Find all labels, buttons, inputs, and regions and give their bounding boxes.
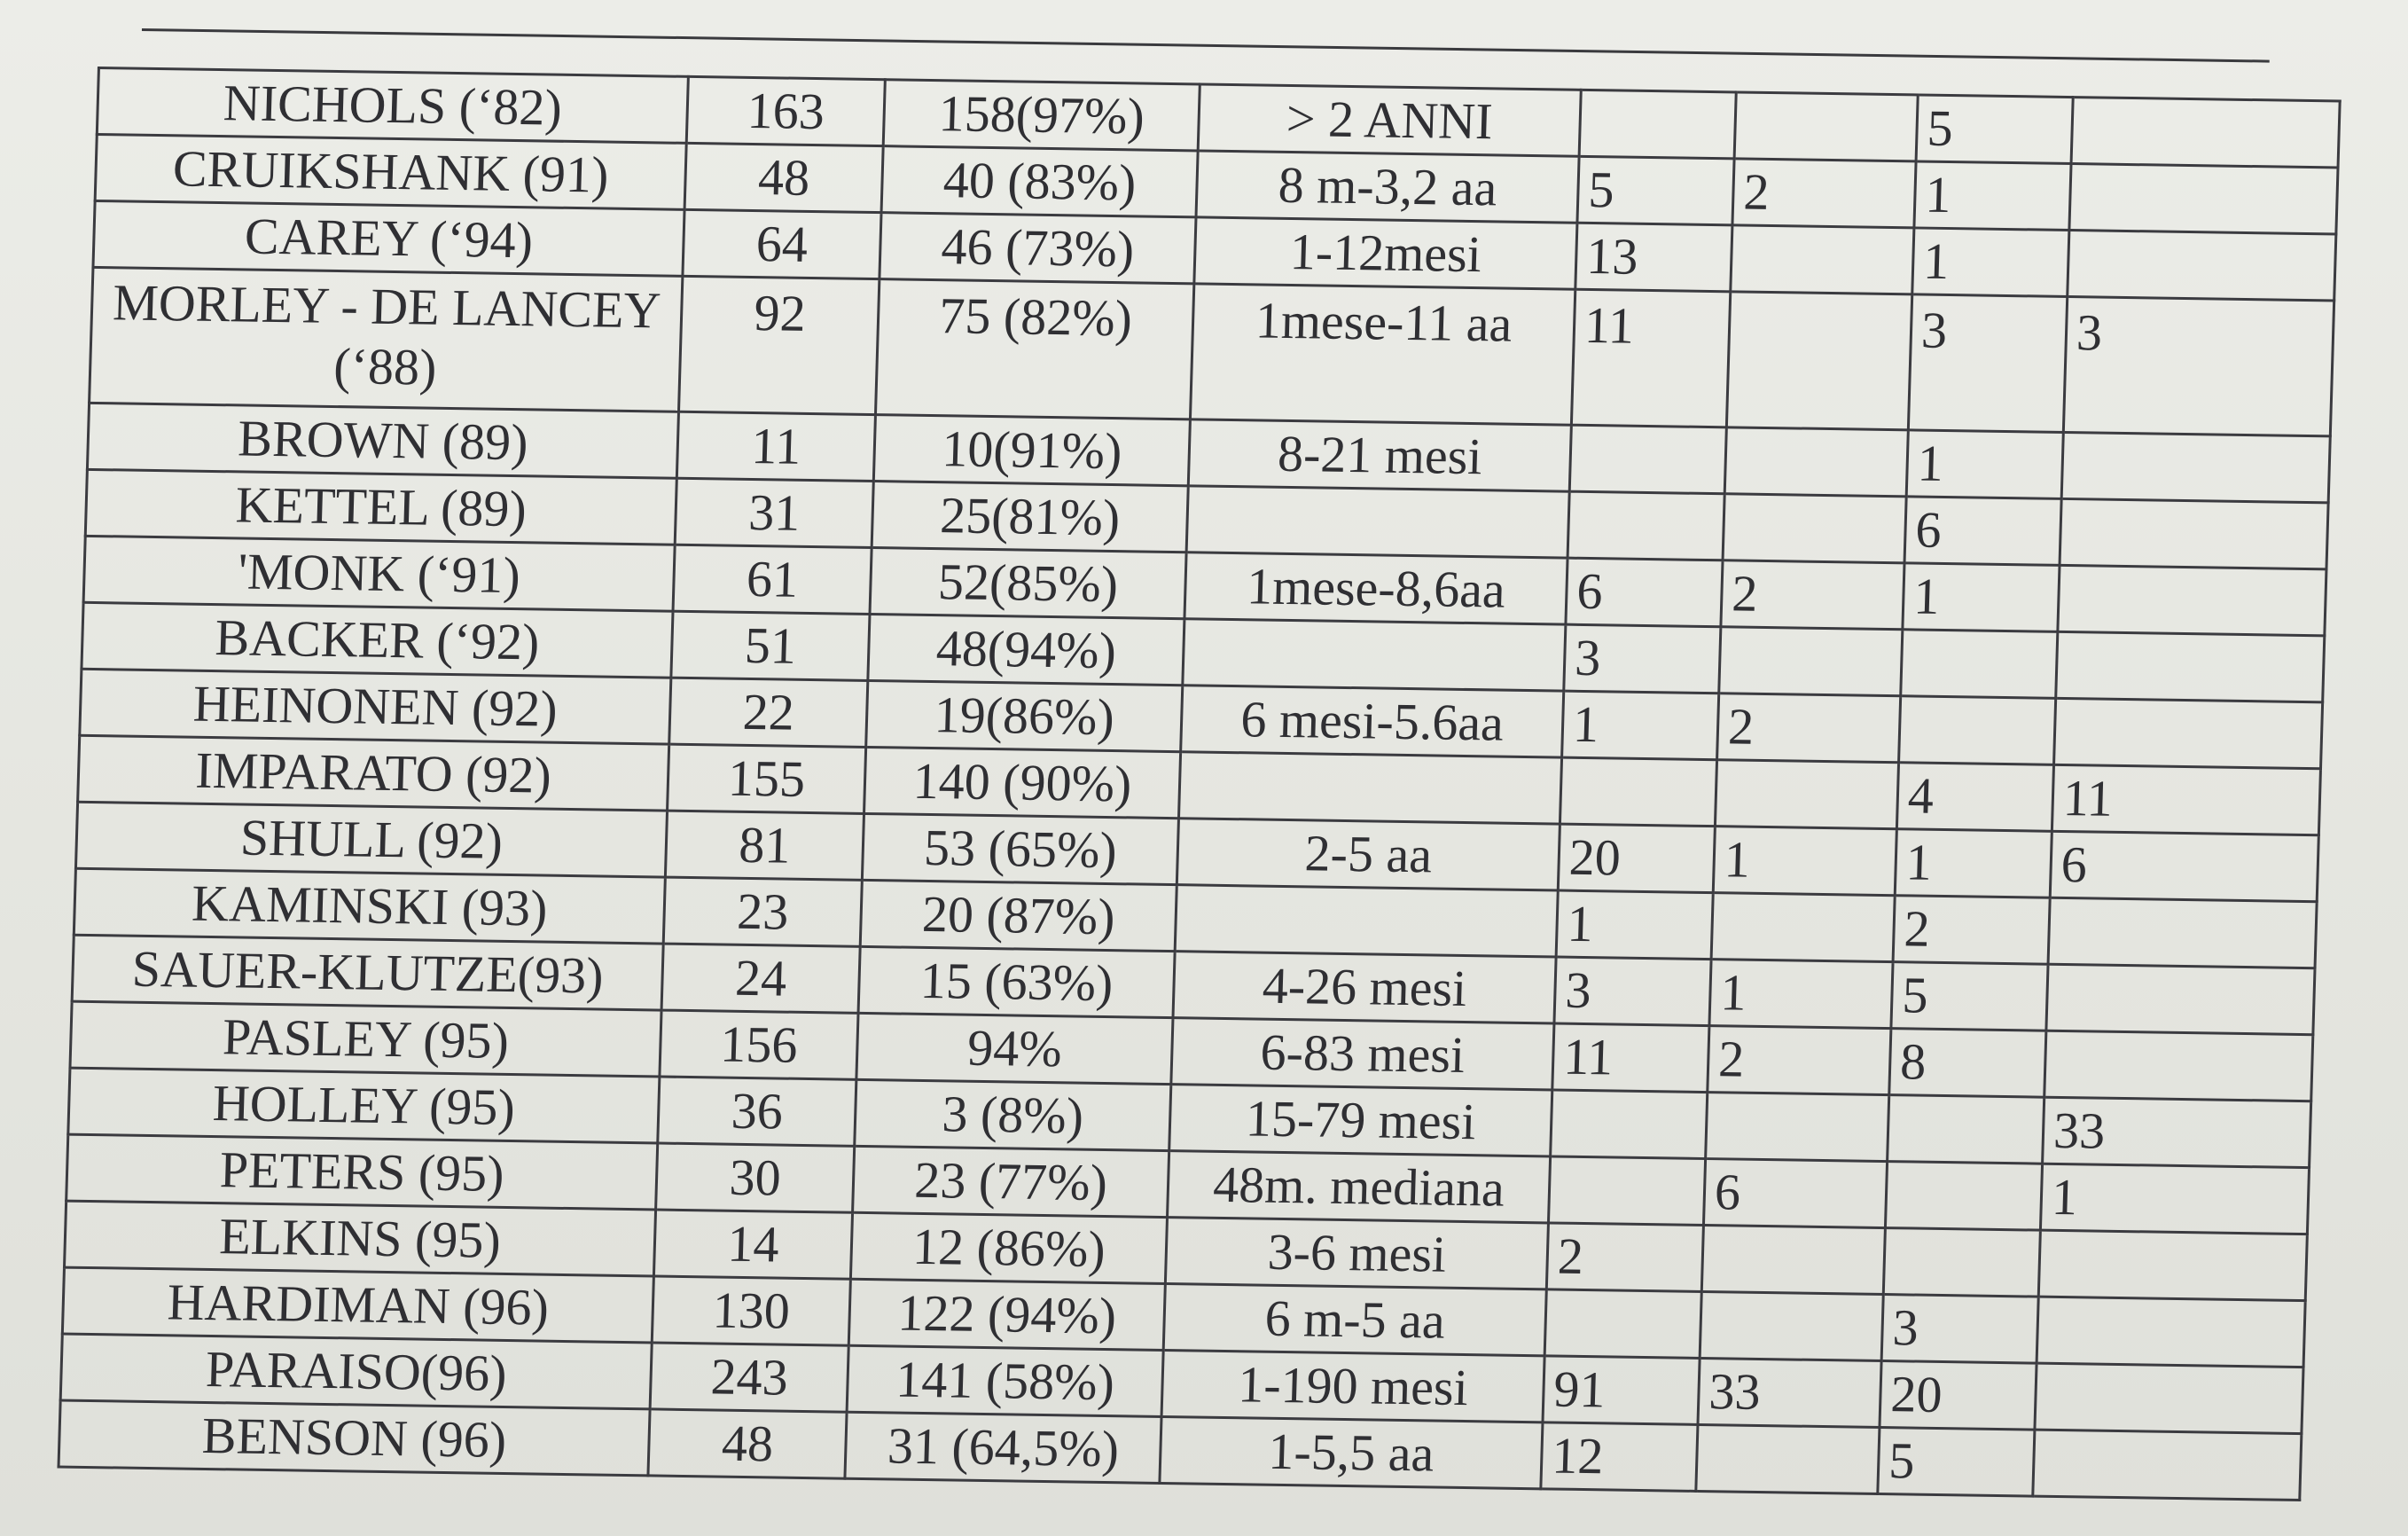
table-body bbox=[59, 68, 2340, 1501]
follow-up-duration-cell bbox=[1175, 885, 1558, 957]
success-percent-cell: 140 (90%) bbox=[864, 747, 1181, 818]
top-rule-line bbox=[142, 28, 2270, 63]
column-8-cell: 11 bbox=[2052, 764, 2320, 835]
patients-count-cell: 156 bbox=[660, 1010, 858, 1079]
column-8-cell bbox=[2048, 897, 2317, 968]
column-7-cell: 1 bbox=[1906, 430, 2063, 499]
column-8-cell: 1 bbox=[2040, 1164, 2309, 1234]
follow-up-duration-cell: 1-12mesi bbox=[1194, 217, 1577, 289]
column-7-cell bbox=[1888, 1095, 2044, 1164]
success-percent-cell: 52(85%) bbox=[870, 548, 1186, 619]
success-percent-cell: 53 (65%) bbox=[862, 813, 1178, 884]
patients-count-cell: 30 bbox=[656, 1143, 855, 1212]
column-8-cell bbox=[2037, 1297, 2305, 1367]
column-8-cell bbox=[2038, 1230, 2307, 1300]
column-6-cell: 2 bbox=[1708, 1026, 1891, 1095]
study-name-cell: HARDIMAN (96) bbox=[62, 1267, 653, 1343]
column-7-cell: 5 bbox=[1916, 95, 2073, 164]
success-percent-cell: 12 (86%) bbox=[850, 1212, 1167, 1283]
column-8-cell bbox=[2058, 565, 2326, 635]
patients-count-cell: 48 bbox=[648, 1409, 847, 1478]
column-6-cell: 2 bbox=[1717, 694, 1901, 763]
column-6-cell bbox=[1711, 893, 1895, 962]
column-6-cell: 1 bbox=[1713, 827, 1896, 896]
column-6-cell bbox=[1724, 427, 1908, 497]
column-6-cell bbox=[1726, 292, 1912, 430]
column-7-cell bbox=[1901, 630, 2058, 699]
column-5-cell: 1 bbox=[1556, 890, 1713, 960]
patients-count-cell: 81 bbox=[665, 811, 864, 880]
column-7-cell: 2 bbox=[1893, 896, 2050, 965]
column-5-cell bbox=[1579, 90, 1736, 159]
success-percent-cell: 94% bbox=[856, 1013, 1173, 1084]
success-percent-cell: 75 (82%) bbox=[875, 279, 1193, 419]
column-7-cell: 1 bbox=[1914, 161, 2071, 231]
column-8-cell bbox=[2056, 631, 2325, 701]
column-5-cell: 1 bbox=[1562, 691, 1719, 760]
column-7-cell: 1 bbox=[1912, 228, 2069, 297]
patients-count-cell: 23 bbox=[663, 877, 862, 946]
follow-up-duration-cell: 15-79 mesi bbox=[1169, 1085, 1552, 1156]
column-5-cell bbox=[1560, 757, 1716, 827]
column-7-cell: 3 bbox=[1881, 1295, 2038, 1364]
column-8-cell bbox=[2046, 964, 2315, 1034]
study-name-cell: SAUER-KLUTZE(93) bbox=[72, 935, 663, 1010]
column-5-cell: 6 bbox=[1566, 558, 1723, 627]
follow-up-duration-cell: 3-6 mesi bbox=[1165, 1218, 1548, 1289]
follow-up-duration-cell bbox=[1186, 486, 1569, 558]
column-8-cell bbox=[2068, 231, 2336, 301]
study-results-table bbox=[57, 67, 2341, 1501]
patients-count-cell: 61 bbox=[673, 545, 872, 614]
column-6-cell bbox=[1706, 1093, 1889, 1162]
success-percent-cell: 46 (73%) bbox=[880, 213, 1196, 284]
study-name-cell: PETERS (95) bbox=[66, 1134, 658, 1210]
success-percent-cell: 20 (87%) bbox=[860, 880, 1177, 951]
column-6-cell: 2 bbox=[1721, 560, 1904, 630]
column-7-cell: 4 bbox=[1896, 763, 2053, 832]
study-name-cell: 'MONK (‘91) bbox=[83, 536, 675, 611]
column-7-cell: 6 bbox=[1904, 497, 2061, 566]
follow-up-duration-cell: 48m. mediana bbox=[1168, 1151, 1551, 1223]
column-7-cell: 3 bbox=[1908, 294, 2067, 433]
column-5-cell: 20 bbox=[1558, 824, 1715, 893]
column-8-cell bbox=[2035, 1363, 2303, 1433]
column-5-cell: 3 bbox=[1564, 624, 1721, 694]
column-8-cell bbox=[2054, 698, 2323, 768]
column-5-cell bbox=[1569, 425, 1726, 494]
study-name-cell: HEINONEN (92) bbox=[80, 669, 671, 744]
study-table-container bbox=[57, 67, 2341, 1501]
column-7-cell: 5 bbox=[1878, 1427, 2035, 1496]
success-percent-cell: 122 (94%) bbox=[848, 1279, 1165, 1350]
follow-up-duration-cell: 2-5 aa bbox=[1177, 819, 1560, 890]
success-percent-cell: 3 (8%) bbox=[855, 1079, 1171, 1150]
study-name-cell: BENSON (96) bbox=[59, 1400, 650, 1476]
study-name-cell: KETTEL (89) bbox=[85, 469, 676, 545]
patients-count-cell: 24 bbox=[661, 944, 860, 1013]
success-percent-cell: 40 (83%) bbox=[881, 146, 1198, 217]
column-7-cell: 1 bbox=[1895, 829, 2052, 898]
column-6-cell: 33 bbox=[1698, 1358, 1881, 1427]
study-name-cell: PASLEY (95) bbox=[70, 1001, 661, 1077]
study-name-cell: CAREY (‘94) bbox=[93, 200, 684, 276]
column-8-cell bbox=[2033, 1430, 2302, 1500]
column-7-cell bbox=[1883, 1228, 2040, 1297]
column-8-cell: 33 bbox=[2043, 1097, 2311, 1167]
patients-count-cell: 51 bbox=[671, 611, 870, 680]
column-6-cell bbox=[1734, 92, 1918, 161]
column-7-cell: 5 bbox=[1891, 962, 2048, 1031]
column-6-cell: 1 bbox=[1709, 960, 1893, 1029]
column-5-cell bbox=[1568, 491, 1724, 560]
patients-count-cell: 163 bbox=[686, 76, 885, 145]
success-percent-cell: 19(86%) bbox=[866, 680, 1183, 751]
study-name-cell: KAMINSKI (93) bbox=[74, 868, 665, 944]
column-8-cell bbox=[2069, 164, 2338, 234]
success-percent-cell: 158(97%) bbox=[883, 80, 1200, 151]
column-6-cell bbox=[1731, 225, 1914, 294]
patients-count-cell: 92 bbox=[678, 276, 879, 414]
column-6-cell bbox=[1719, 627, 1903, 696]
column-5-cell: 2 bbox=[1546, 1223, 1703, 1292]
column-5-cell: 11 bbox=[1552, 1023, 1709, 1093]
column-8-cell bbox=[2071, 98, 2340, 168]
follow-up-duration-cell bbox=[1178, 752, 1561, 824]
column-5-cell bbox=[1551, 1090, 1708, 1159]
success-percent-cell: 25(81%) bbox=[872, 482, 1188, 552]
column-7-cell: 1 bbox=[1903, 563, 2060, 632]
success-percent-cell: 31 (64,5%) bbox=[845, 1412, 1161, 1483]
follow-up-duration-cell: 8 m-3,2 aa bbox=[1196, 151, 1579, 223]
column-5-cell: 91 bbox=[1543, 1356, 1700, 1425]
patients-count-cell: 243 bbox=[650, 1343, 848, 1412]
column-8-cell: 3 bbox=[2063, 296, 2334, 435]
success-percent-cell: 48(94%) bbox=[868, 614, 1184, 685]
column-6-cell bbox=[1715, 760, 1898, 829]
success-percent-cell: 23 (77%) bbox=[853, 1146, 1169, 1217]
column-8-cell bbox=[2060, 498, 2328, 568]
study-name-cell: PARAISO(96) bbox=[60, 1334, 652, 1409]
patients-count-cell: 31 bbox=[675, 478, 873, 547]
patients-count-cell: 64 bbox=[683, 209, 881, 278]
column-5-cell: 12 bbox=[1541, 1422, 1698, 1492]
follow-up-duration-cell: 6-83 mesi bbox=[1171, 1018, 1554, 1090]
column-5-cell: 3 bbox=[1554, 957, 1711, 1026]
follow-up-duration-cell: 4-26 mesi bbox=[1173, 952, 1556, 1023]
column-6-cell bbox=[1696, 1424, 1880, 1493]
follow-up-duration-cell: > 2 ANNI bbox=[1198, 84, 1581, 156]
column-7-cell bbox=[1899, 696, 2056, 765]
column-7-cell: 20 bbox=[1880, 1361, 2037, 1430]
study-name-cell: NICHOLS (‘82) bbox=[97, 68, 688, 144]
patients-count-cell: 22 bbox=[669, 678, 868, 747]
success-percent-cell: 10(91%) bbox=[873, 415, 1190, 486]
study-name-cell: BROWN (89) bbox=[87, 403, 678, 478]
patients-count-cell: 155 bbox=[668, 744, 866, 813]
follow-up-duration-cell: 6 mesi-5.6aa bbox=[1181, 686, 1564, 757]
column-7-cell: 8 bbox=[1889, 1029, 2046, 1098]
follow-up-duration-cell: 6 m-5 aa bbox=[1163, 1284, 1546, 1356]
success-percent-cell: 15 (63%) bbox=[858, 946, 1175, 1017]
column-6-cell bbox=[1701, 1226, 1885, 1295]
follow-up-duration-cell: 8-21 mesi bbox=[1188, 419, 1571, 491]
study-name-cell: HOLLEY (95) bbox=[68, 1068, 660, 1143]
column-5-cell: 13 bbox=[1575, 223, 1732, 292]
column-8-cell: 6 bbox=[2050, 831, 2318, 901]
column-6-cell: 2 bbox=[1732, 159, 1916, 228]
column-5-cell bbox=[1544, 1289, 1701, 1359]
study-name-cell: MORLEY - DE LANCEY (‘88) bbox=[90, 267, 683, 411]
follow-up-duration-cell: 1-5,5 aa bbox=[1160, 1416, 1543, 1488]
study-name-cell: ELKINS (95) bbox=[64, 1201, 655, 1276]
column-6-cell: 6 bbox=[1703, 1159, 1887, 1228]
study-name-cell: CRUIKSHANK (91) bbox=[95, 134, 686, 209]
column-6-cell bbox=[1700, 1291, 1883, 1360]
column-7-cell bbox=[1885, 1162, 2042, 1231]
study-name-cell: SHULL (92) bbox=[75, 802, 667, 877]
column-5-cell bbox=[1548, 1156, 1705, 1226]
column-8-cell bbox=[2061, 432, 2330, 502]
follow-up-duration-cell bbox=[1183, 619, 1566, 691]
patients-count-cell: 14 bbox=[653, 1210, 852, 1279]
patients-count-cell: 130 bbox=[652, 1276, 850, 1345]
patients-count-cell: 48 bbox=[684, 143, 883, 212]
follow-up-duration-cell: 1mese-11 aa bbox=[1190, 284, 1575, 425]
study-name-cell: BACKER (‘92) bbox=[82, 602, 673, 678]
column-5-cell: 5 bbox=[1577, 156, 1734, 225]
study-name-cell: IMPARATO (92) bbox=[78, 735, 669, 811]
column-5-cell: 11 bbox=[1571, 289, 1730, 427]
follow-up-duration-cell: 1mese-8,6aa bbox=[1184, 552, 1568, 624]
column-6-cell bbox=[1723, 494, 1906, 563]
patients-count-cell: 36 bbox=[658, 1077, 856, 1146]
patients-count-cell: 11 bbox=[676, 411, 875, 481]
success-percent-cell: 141 (58%) bbox=[847, 1345, 1163, 1416]
column-8-cell bbox=[2044, 1031, 2313, 1101]
follow-up-duration-cell: 1-190 mesi bbox=[1161, 1350, 1544, 1422]
